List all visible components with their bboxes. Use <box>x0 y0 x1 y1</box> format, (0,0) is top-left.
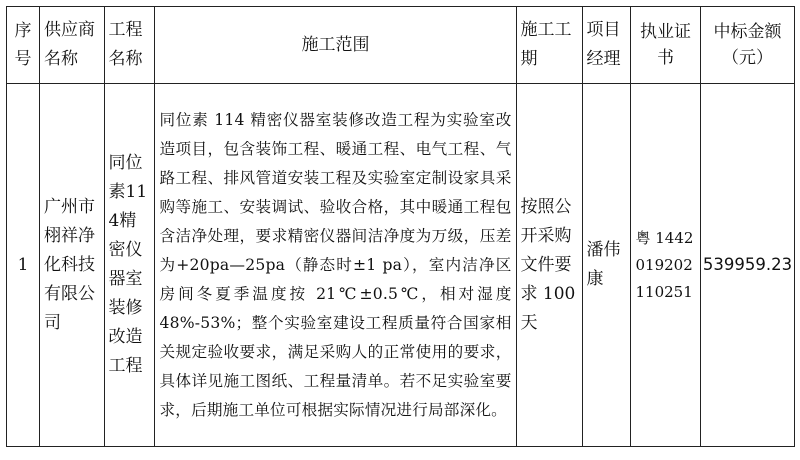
header-certificate: 执业证书 <box>631 7 701 84</box>
header-project: 工程名称 <box>105 7 155 84</box>
cell-scope: 同位素 114 精密仪器室装修改造工程为实验室改造项目，包含装饰工程、暖通工程、电气工程、气路工程、排风管道安装工程及实验室定制设家具采购等施工、安装调试、验收合格，其中暖通工程包含洁净处理，要求精密仪器间洁净度为万级，压差为+20pa—25pa（静态时±1 pa），室内洁净区房间冬夏季温度按 21℃±0.5℃，相对湿度48%-53%；整个实验室建设工程质量符合国家相关规定验收要求，满足采购人的正常使用的要求，具体详见施工图纸、工程量清单。若不足实验室要求，后期施工单位可根据实际情况进行局部深化。 <box>155 84 517 447</box>
cell-seq: 1 <box>7 84 40 447</box>
cell-certificate: 粤 1442019202110251 <box>631 84 701 447</box>
cell-manager: 潘伟康 <box>583 84 631 447</box>
header-period: 施工工期 <box>517 7 583 84</box>
header-row <box>7 7 795 84</box>
header-manager: 项目经理 <box>583 7 631 84</box>
table-row <box>7 84 795 447</box>
award-table <box>6 6 795 447</box>
header-seq: 序号 <box>7 7 40 84</box>
cell-supplier: 广州市栩祥净化科技有限公司 <box>40 84 105 447</box>
header-scope: 施工范围 <box>155 7 517 84</box>
header-amount: 中标金额（元） <box>701 7 795 84</box>
header-supplier: 供应商名称 <box>40 7 105 84</box>
cell-amount: 539959.23 <box>701 84 795 447</box>
cell-period: 按照公开采购文件要求 100 天 <box>517 84 583 447</box>
cell-project: 同位素114精密仪器室装修改造工程 <box>105 84 155 447</box>
